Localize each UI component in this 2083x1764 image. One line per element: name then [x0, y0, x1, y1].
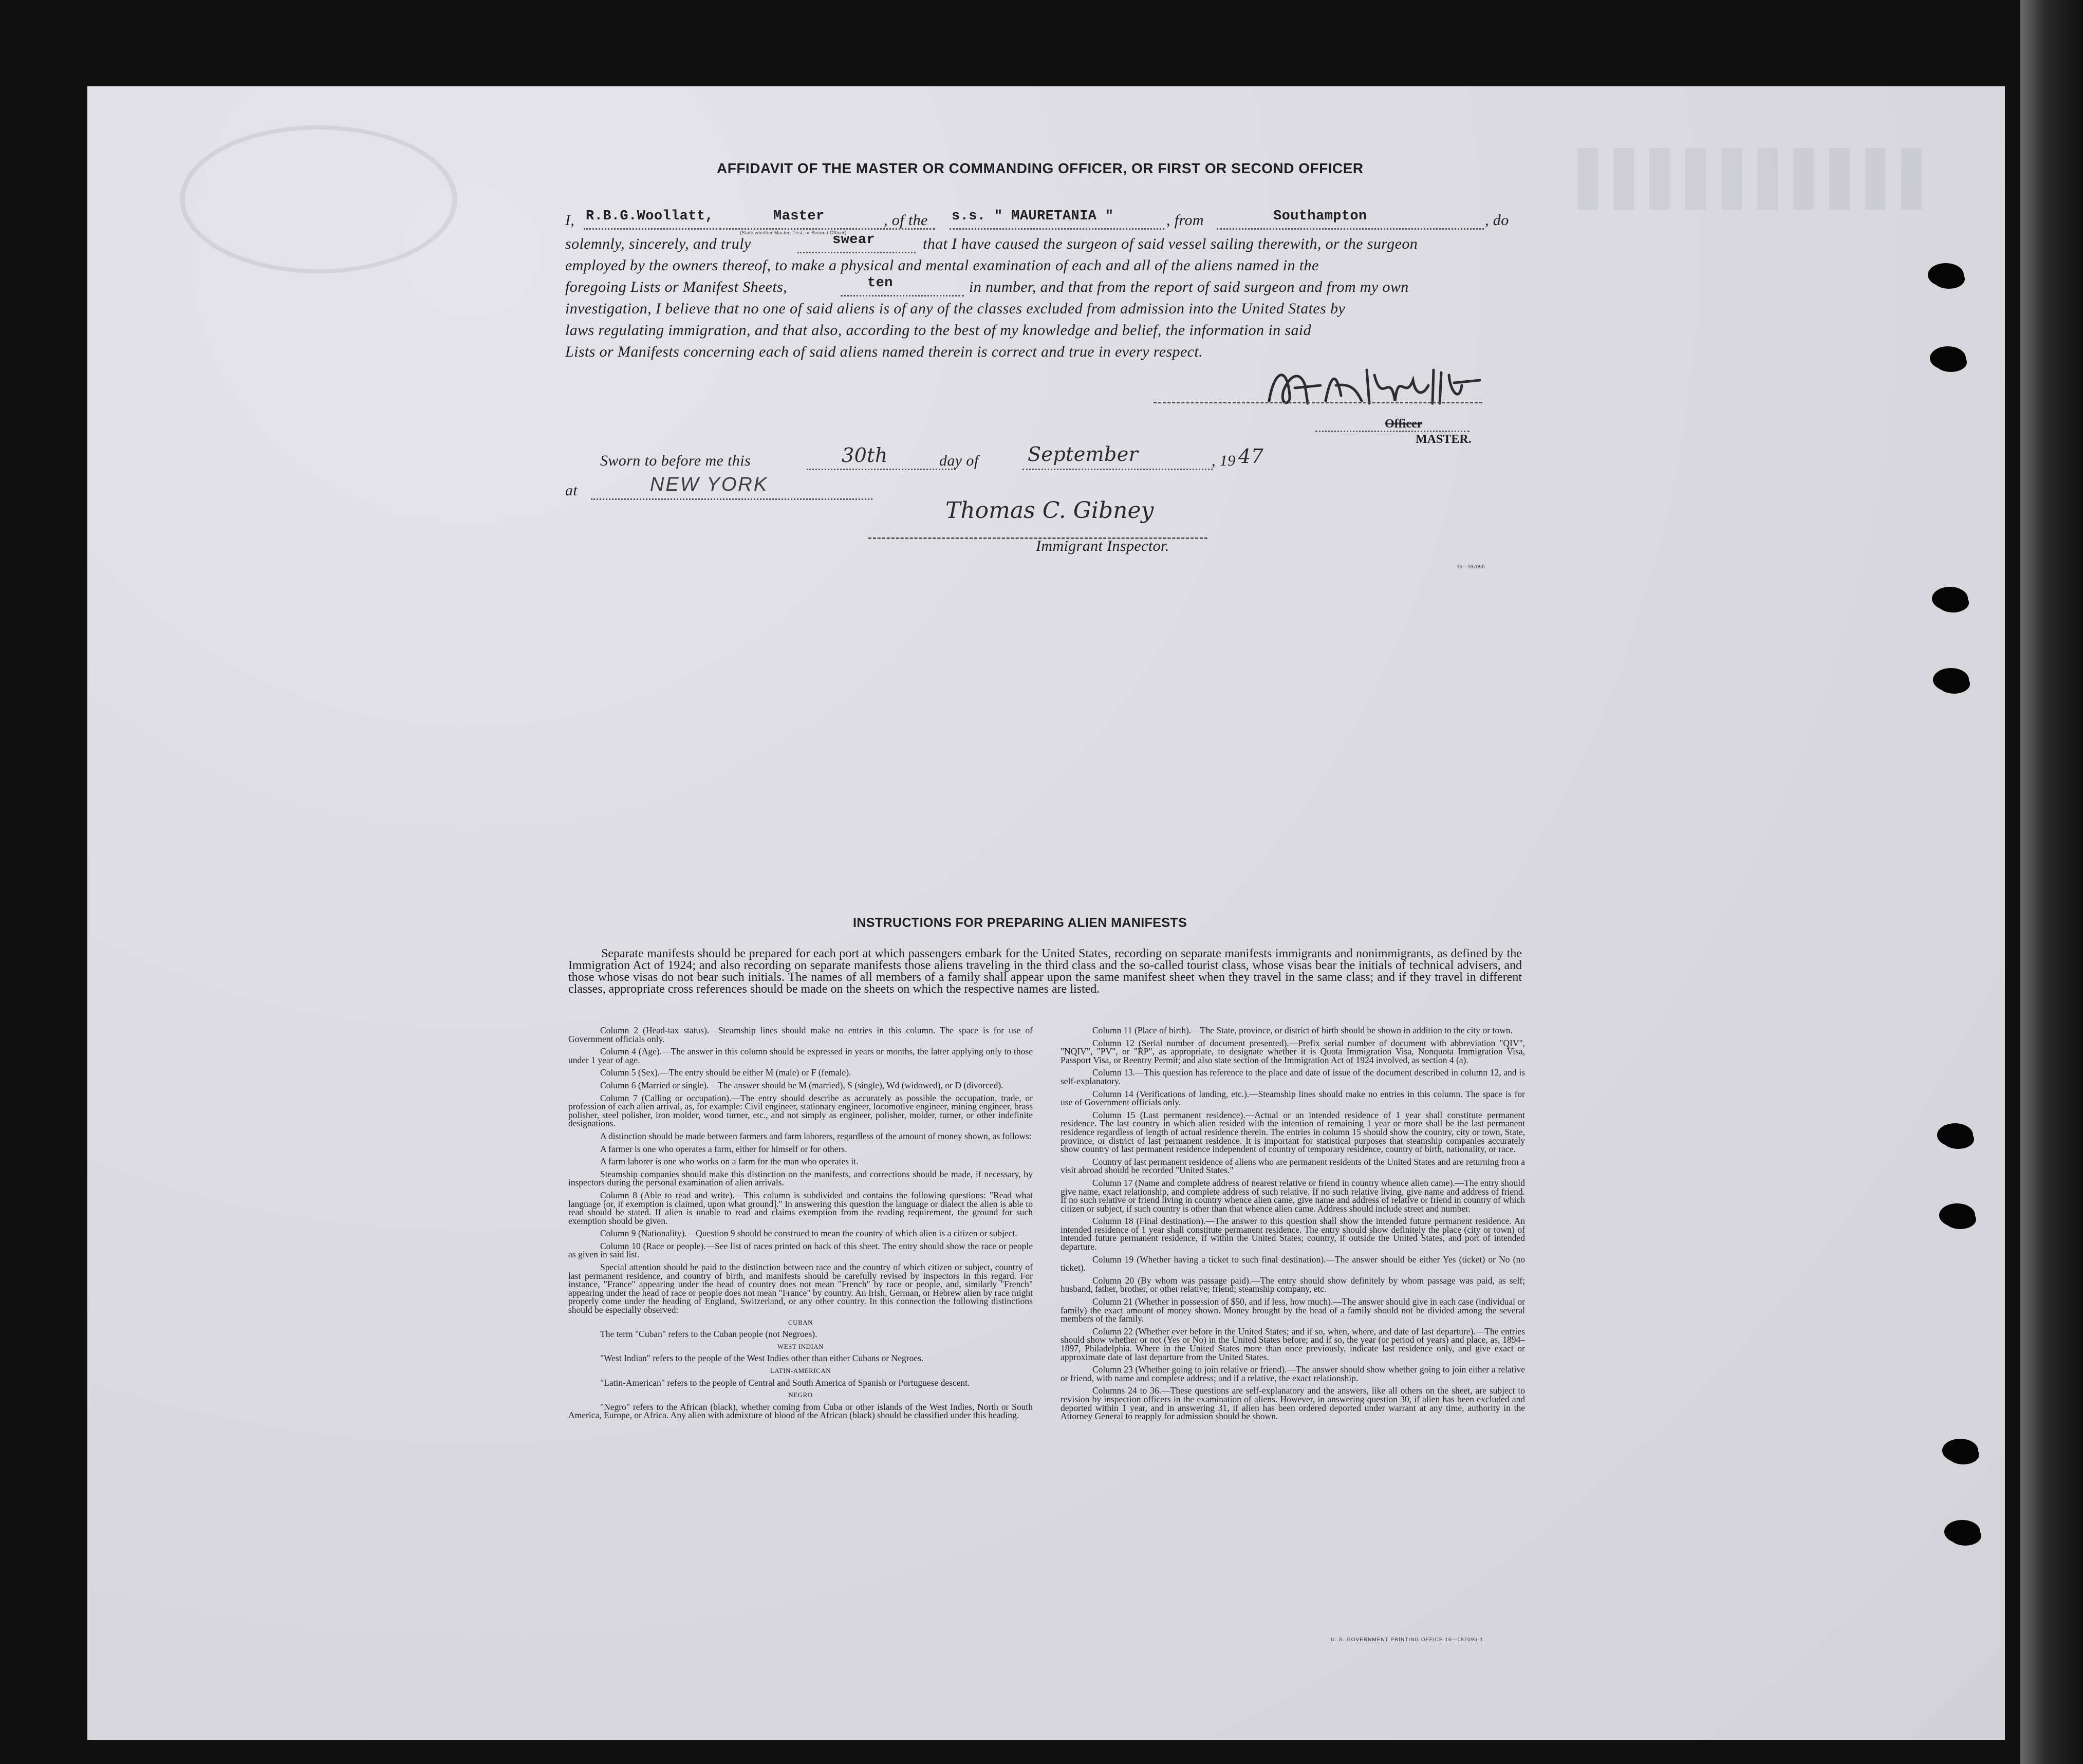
- affidavit-text: investigation, I believe that no one of said aliens is of any of the classes excluded from admission into the United States by: [565, 300, 1346, 317]
- affidavit-text: solemnly, sincerely, and truly: [565, 235, 751, 252]
- port-underline: [1217, 228, 1484, 230]
- inspector-title: Immigrant Inspector.: [1036, 537, 1169, 554]
- instruction-paragraph: Columns 24 to 36.—These questions are self-explanatory and the answers, like all others on the sheet, are subject to revision by inspection officers in the examination of aliens. However, in answering question 30, if alien has been excluded and deported within 1 year, and in answering 31, if alien has been ordered deported under warrant at any time, authority in the Attorney General to reapply for admission should be shown.: [1061, 1385, 1525, 1422]
- place-underline: [591, 498, 872, 500]
- instruction-paragraph: Column 4 (Age).—The answer in this column should be expressed in years or months, the latter applying only to those under 1 year of age.: [568, 1046, 1033, 1065]
- signature-line: [1154, 402, 1482, 403]
- affidavit-line-6: [565, 322, 1521, 344]
- sworn-year: 47: [1238, 445, 1264, 468]
- punch-hole: [1930, 346, 1966, 370]
- instructions-right-column: [1061, 1026, 1525, 1425]
- affidavit-line-3: [565, 257, 1521, 280]
- instruction-paragraph: Country of last permanent residence of aliens who are permanent residents of the United States and are returning from a visit abroad should be recorded "United States.": [1061, 1156, 1525, 1176]
- oath-underline: [797, 252, 916, 253]
- sworn-day: 30th: [842, 444, 888, 467]
- of-the-label: , of the: [884, 212, 928, 229]
- punch-hole: [1928, 263, 1964, 287]
- instruction-paragraph: Column 11 (Place of birth).—The State, province, or district of birth should be shown in addition to the city or town.: [1092, 1025, 1513, 1035]
- bleed-through-text: [1577, 148, 1937, 210]
- instruction-paragraph: Column 20 (By whom was passage paid).—The entry should show definitely by whom passage was paid, as self; husband, father, brother, or other relative; friend; steamship company, etc.: [1061, 1275, 1525, 1294]
- officer-label-struck: Officer: [1385, 417, 1423, 431]
- alien-count: ten: [867, 275, 893, 291]
- from-label: , from: [1166, 212, 1204, 229]
- officer-rank: Master: [773, 209, 825, 224]
- west-indian-heading: WEST INDIAN: [777, 1342, 824, 1350]
- instruction-paragraph: Column 15 (Last permanent residence).—Actual or an intended residence of 1 year shall constitute permanent residence. The last country in which alien resided with the intention of remaining 1 year or more shall be the last permanent residence regardless of length of actual residence therein. The entries in column 15 should show the country, city or town, State, province, or district of last permanent residence. It is important for statistical purposes that steamship companies accurately show country of last permanent residence independent of country of temporary residence, country of birth, nationality, or race.: [1061, 1109, 1525, 1155]
- form-number: 16—18709b: [1457, 564, 1485, 570]
- instruction-paragraph: Column 23 (Whether going to join relative or friend).—The answer should show whether going to join either a relative or friend, with name and complete address; and if a relative, the exact relationship.: [1061, 1364, 1525, 1383]
- negro-definition: "Negro" refers to the African (black), whether coming from Cuba or other islands of the West Indies, North or South America, Europe, or Africa. Any alien with admixture of blood of the African (black) should be classified under this heading.: [568, 1401, 1033, 1421]
- affidavit-text: foregoing Lists or Manifest Sheets,: [565, 278, 788, 295]
- sworn-place: NEW YORK: [650, 474, 769, 495]
- cuban-definition: The term "Cuban" refers to the Cuban people (not Negroes).: [600, 1329, 817, 1340]
- affidavit-text: in number, and that from the report of said surgeon and from my own: [969, 278, 1409, 295]
- punch-hole: [1944, 1520, 1980, 1544]
- do-label: , do: [1485, 212, 1509, 229]
- cuban-heading: CUBAN: [788, 1318, 813, 1326]
- instruction-paragraph: Special attention should be paid to the distinction between race and the country of which citizen or subject, country of last permanent residence, and country of birth, and manifests should be carefully revised by inspectors in this regard. For instance, "France" appearing under the head of country does not mean "French" by race or people, and, similarly "French" appearing under the head of race or people does not mean "France" by country. An Irish, German, or Hebrew alien by race might properly come under the heading of England, Switzerland, or any other country. In this connection the following distinctions should be especially observed:: [568, 1262, 1033, 1315]
- negro-heading: NEGRO: [788, 1391, 813, 1399]
- master-name: R.B.G.Woollatt,: [586, 209, 714, 224]
- punch-hole: [1932, 587, 1968, 610]
- sworn-line: [600, 443, 1556, 475]
- instruction-paragraph: Column 9 (Nationality).—Question 9 should be construed to mean the country of which alien is a citizen or subject.: [600, 1228, 1017, 1239]
- instruction-paragraph: Column 17 (Name and complete address of nearest relative or friend in country whence alien came).—The entry should give name, exact relationship, and complete address of such relative. If no such relative living, give name and address of friend. If no such relative or friend living in country whence alien came, give name and address of relative or friend in country of which citizen or subject, if such country is other than that whence alien came. Address should include street and number.: [1061, 1177, 1525, 1214]
- instruction-paragraph: Column 2 (Head-tax status).—Steamship lines should make no entries in this column. The space is for use of Government officials only.: [568, 1025, 1033, 1044]
- instructions-left-column: [568, 1026, 1033, 1424]
- instruction-paragraph: Column 8 (Able to read and write).—This column is subdivided and contains the following questions: "Read what language [or, if exemption is claimed, upon what ground]." In answering this question the language or dialect the alien is able to read should be stated. If alien is unable to read and claims exemption from the reading requirement, the ground for such exemption should be given.: [568, 1190, 1033, 1226]
- instruction-paragraph: A distinction should be made between farmers and farm laborers, regardless of the amount of money shown, as follows:: [600, 1130, 1032, 1141]
- affidavit-text: employed by the owners thereof, to make a physical and mental examination of each and all of the aliens named in the: [565, 257, 1319, 274]
- instruction-paragraph: A farmer is one who operates a farm, either for himself or for others.: [600, 1143, 847, 1154]
- punch-hole: [1937, 1123, 1973, 1147]
- at-label: at: [565, 482, 578, 499]
- year-prefix: , 19: [1212, 452, 1236, 469]
- instruction-paragraph: Column 5 (Sex).—The entry should be either M (male) or F (female).: [600, 1067, 851, 1078]
- bleed-through-mark: [180, 125, 457, 273]
- west-indian-definition: "West Indian" refers to the people of the West Indies other than either Cubans or Negroes.: [600, 1353, 924, 1364]
- vessel-underline: [950, 228, 1164, 230]
- instruction-paragraph: Column 7 (Calling or occupation).—The entry should describe as accurately as possible the occupation, trade, or profession of each alien arrival, as, for example: Civil engineer, stationary engineer, locomotive engineer, mining engineer, brass polisher, steel polisher, iron molder, wood turner, etc., and not simply as engineer, polisher, molder, turner, or other indefinite designations.: [568, 1092, 1033, 1129]
- rank-note: (State whether Master, First, or Second Officer): [740, 230, 847, 235]
- latin-american-definition: "Latin-American" refers to the people of Central and South America of Spanish or Portuguese descent.: [600, 1377, 970, 1388]
- instruction-paragraph: A farm laborer is one who works on a farm for the man who operates it.: [600, 1156, 859, 1167]
- instruction-paragraph: Column 10 (Race or people).—See list of races printed on back of this sheet. The entry should show the race or people as given in said list.: [568, 1240, 1033, 1260]
- sworn-month: September: [1028, 443, 1139, 466]
- instruction-paragraph: Column 13.—This question has reference to the place and date of issue of the document described in column 12, and is self-explanatory.: [1061, 1067, 1525, 1086]
- departure-port: Southampton: [1273, 209, 1367, 224]
- inspector-signature: Thomas C. Gibney: [945, 497, 1154, 524]
- scan-edge: [2020, 0, 2083, 1764]
- instructions-title: INSTRUCTIONS FOR PREPARING ALIEN MANIFESTS: [853, 916, 1187, 930]
- instruction-paragraph: Column 21 (Whether in possession of $50, and if less, how much).—The answer should give in each case (individual or family) the exact amount of money shown. Money brought by the head of a family should not be divided among the several members of the family.: [1061, 1296, 1525, 1324]
- day-of-text: day of: [939, 452, 979, 469]
- latin-american-heading: LATIN-AMERICAN: [770, 1367, 831, 1375]
- affidavit-text: that I have caused the surgeon of said vessel sailing therewith, or the surgeon: [923, 235, 1418, 252]
- count-underline: [841, 295, 964, 296]
- affidavit-i: I,: [565, 212, 575, 229]
- printer-imprint: U. S. GOVERNMENT PRINTING OFFICE 16—18709b-1: [1331, 1637, 1483, 1643]
- day-underline: [807, 469, 956, 470]
- instruction-paragraph: Column 6 (Married or single).—The answer should be M (married), S (single), Wd (widowed), or D (divorced).: [600, 1080, 1003, 1090]
- affidavit-title: AFFIDAVIT OF THE MASTER OR COMMANDING OFFICER, OR FIRST OR SECOND OFFICER: [717, 160, 1364, 176]
- instruction-paragraph: Column 18 (Final destination).—The answer to this question shall show the intended future permanent residence. An intended residence of 1 year shall constitute permanent residence. The entry should show definitely the place (city or town) of intended future permanent residence, if within the United States; country, if outside the United States, and port of intended departure.: [1061, 1216, 1525, 1252]
- sworn-text: Sworn to before me this: [600, 452, 751, 469]
- affidavit-line-5: [565, 300, 1521, 323]
- instruction-paragraph: Column 12 (Serial number of document presented).—Prefix serial number of document with abbreviation "QIV", "NQIV", "PV", or "RP", as appropriate, to designate whether it is Quota Immigration Visa, Nonquota Immigration Visa, Passport Visa, or Reentry Permit; and also state section of the Immigration Act of 1924 involved, as section 4 (a).: [1061, 1037, 1525, 1065]
- oath-word: swear: [832, 232, 876, 248]
- punch-hole: [1939, 1203, 1975, 1227]
- affidavit-text: Lists or Manifests concerning each of said aliens named therein is correct and true in every respect.: [565, 343, 1203, 360]
- instructions-intro: Separate manifests should be prepared for each port at which passengers embark for the United States, recording on separate manifests immigrants and nonimmigrants, as defined by the Immigration Act of 1924; and also recording on separate manifests those aliens traveling in the third class and the so-called tourist class, whose visas bear the initials of technical advisers, and those whose visas do not bear such initials. The names of all members of a family shall appear upon the same manifest sheet when they travel in the same class; and if they travel in different classes, appropriate cross references should be made on the sheets on which the respective names are listed.: [568, 947, 1522, 996]
- vessel-name: s.s. " MAURETANIA ": [952, 209, 1114, 224]
- punch-hole: [1942, 1439, 1978, 1462]
- punch-hole: [1933, 668, 1969, 692]
- master-signature: [1259, 360, 1495, 416]
- instruction-paragraph: Column 22 (Whether ever before in the United States; and if so, when, where, and date of last departure).—The entries should show whether or not (Yes or No) in the United States before; and if so, the year (or period of years) and place, as, 1894–1897, Philadelphia. Where in the United States more than once previously, indicate last residence only, and give exact or approximate date of last departure from the United States.: [1061, 1326, 1525, 1362]
- month-underline: [1022, 469, 1213, 470]
- instruction-paragraph: Steamship companies should make this distinction on the manifests, and corrections should be made, if necessary, by inspectors during the personal examination of alien arrivals.: [568, 1168, 1033, 1188]
- name-underline: [584, 228, 717, 230]
- affidavit-line-4: [565, 275, 1521, 301]
- instruction-paragraph: Column 14 (Verifications of landing, etc.).—Steamship lines should make no entries in this column. The space is for use of Government officials only.: [1061, 1088, 1525, 1108]
- affidavit-text: laws regulating immigration, and that also, according to the best of my knowledge and belief, the information in said: [565, 322, 1311, 339]
- instruction-paragraph: Column 19 (Whether having a ticket to such final destination).—The answer should be either Yes (ticket) or No (no ticket).: [1061, 1254, 1525, 1273]
- affidavit-line-1: [565, 209, 1521, 235]
- master-label: MASTER.: [1416, 433, 1472, 446]
